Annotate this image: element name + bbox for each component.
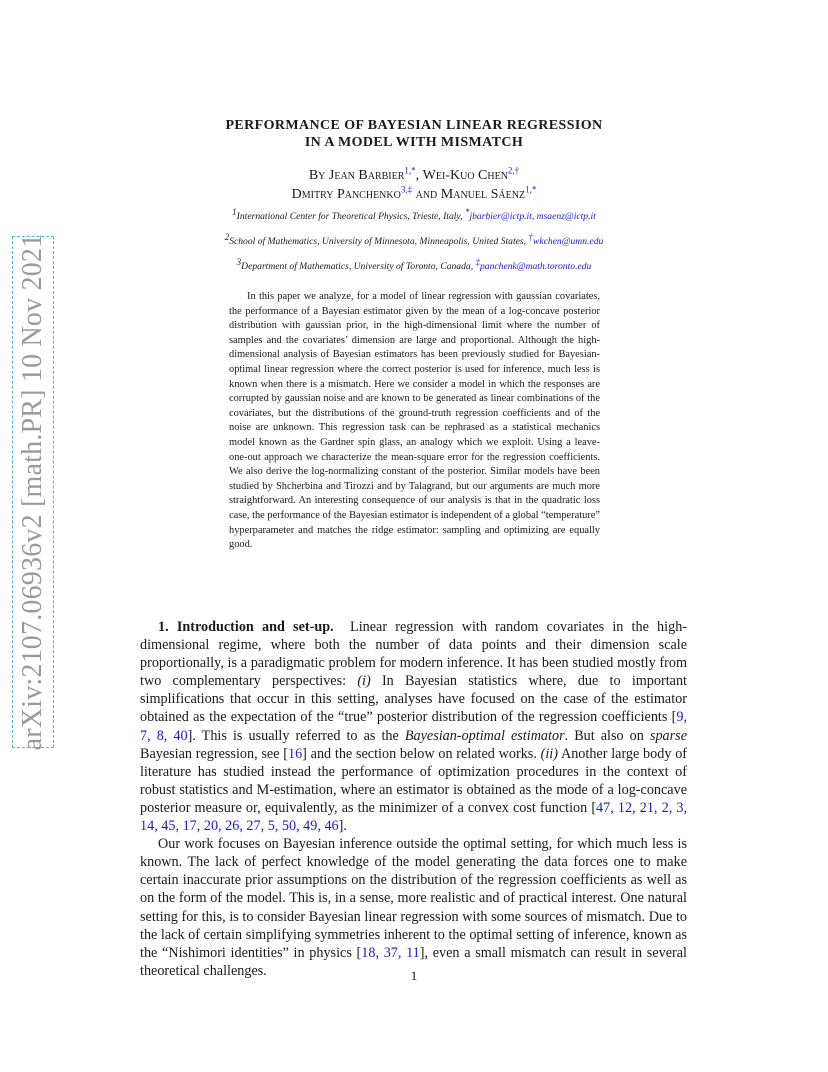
citation-link[interactable]: 9, 7, 8, 40 — [140, 709, 687, 744]
title-line-1: PERFORMANCE OF BAYESIAN LINEAR REGRESSION — [225, 118, 603, 133]
affiliation-2-text: School of Mathematics, University of Minnesota, Minneapolis, United States, — [229, 236, 529, 247]
author-line-1 — [0, 166, 828, 185]
author-panchenko: Dmitry Panchenko — [291, 187, 401, 202]
p1-marker-i: (i) — [357, 673, 371, 690]
p1-text-2: In Bayesian statistics where, due to important simplifications that occur in this setting, analyses have focused on the case of the estimator obtained as the expectation of the “true” posterior distribution of the regression coefficients [ — [140, 673, 687, 726]
affiliation-2-email[interactable]: wkchen@umn.edu — [532, 236, 604, 247]
p1-text-4: . But also on — [564, 727, 650, 744]
title-line-2: IN A MODEL WITH MISMATCH — [304, 135, 524, 150]
author-saenz: Manuel Sáenz — [440, 187, 526, 202]
arxiv-side-stamp — [12, 233, 54, 751]
p1-marker-ii: (ii) — [540, 745, 558, 762]
affiliation-1-text: International Center for Theoretical Physics, Trieste, Italy, — [236, 211, 465, 222]
p1-text-1: Linear regression with random covariates in the high-dimensional regime, where both the number of data points and their dimension scale proportionally, is a paradigmatic problem for modern inference. It has been studied mostly from two complementary perspectives: — [140, 619, 688, 690]
affiliation-2-number: 2 — [224, 231, 230, 242]
citation-link[interactable]: 18, 37, 11 — [361, 944, 420, 961]
section-heading: 1. Introduction and set-up. — [158, 619, 334, 635]
affiliation-1-email[interactable]: jbarbier@ictp.it, msaenz@ictp.it — [469, 211, 596, 222]
intro-paragraph-1 — [140, 618, 687, 835]
affiliation-3-mark: ‡ — [475, 256, 480, 267]
author-chen-sup[interactable]: 2,† — [507, 165, 520, 176]
arxiv-identifier: arXiv:2107.06936v2 [math.PR] 10 Nov 2021 — [17, 233, 48, 751]
p1-text-5: Bayesian regression, see [ — [140, 745, 288, 762]
paper-title — [0, 117, 828, 151]
author-chen: Wei-Kuo Chen — [422, 168, 508, 183]
author-line-2 — [0, 185, 828, 204]
affiliation-3-number: 3 — [236, 256, 242, 267]
affiliation-1-mark: * — [464, 206, 470, 217]
affiliation-1-number: 1 — [232, 206, 237, 217]
affiliation-2-mark: † — [528, 231, 533, 242]
p1-text-6: ] and the section below on related works. — [302, 745, 541, 762]
p1-text-8: ]. — [338, 818, 347, 835]
author-list — [0, 166, 828, 204]
author-barbier: Jean Barbier — [328, 168, 405, 183]
and-word: and — [412, 187, 441, 202]
author-saenz-sup[interactable]: 1,* — [525, 184, 537, 195]
affiliation-1 — [0, 206, 828, 222]
affiliation-3-email[interactable]: panchenk@math.toronto.edu — [480, 261, 592, 272]
p1-emphasis-1: Bayesian-optimal estimator — [404, 727, 565, 744]
affiliation-3 — [0, 256, 828, 272]
affiliation-3-text: Department of Mathematics, University of Toronto, Canada, — [241, 261, 476, 272]
introduction-section — [140, 618, 687, 980]
p2-text-2: ], even a small mismatch can result in several theoretical challenges. — [140, 944, 687, 979]
p2-text-1: Our work focuses on Bayesian inference outside the optimal setting, for which much less is known. The lack of perfect knowledge of the model generating the data forces one to make certain inaccurate prior assumptions on the distribution of the regression coefficients as well as on the form of the model. This is, in a sense, more realistic and of practical interest. One natural setting for this, is to consider Bayesian linear regression with some sources of mismatch. Due to the lack of certain simplifying symmetries inherent to the optimal setting of inference, known as the “Nishimori identities” in physics [ — [140, 836, 687, 961]
intro-paragraph-2 — [140, 835, 687, 980]
page-number: 1 — [410, 968, 418, 983]
p1-emphasis-2: sparse — [649, 727, 687, 744]
citation-link[interactable]: 16 — [287, 745, 303, 762]
author-barbier-sup[interactable]: 1,* — [404, 165, 416, 176]
affiliation-2 — [0, 231, 828, 247]
author-panchenko-sup[interactable]: 3,‡ — [400, 184, 413, 195]
abstract: In this paper we analyze, for a model of linear regression with gaussian covariates, the performance of a Bayesian estimator given by the mean of a log-concave posterior distribution with gaussian prior, in the high-dimensional limit where the number of samples and the covariates’ dimension are large and proportional. Although the high-dimensional analysis of Bayesian estimators has been previously studied for Bayesian-optimal linear regression where the correct posterior is used for inference, much less is known when there is a mismatch. Here we consider a model in which the responses are corrupted by gaussian noise and are known to be generated as linear combinations of the covariates, but the distributions of the ground-truth regression coefficients and of the noise are unknown. This regression task can be rephrased as a statistical mechanics model known as the Gardner spin glass, an analogy which we exploit. Using a leave-one-out approach we characterize the mean-square error for the regression coefficients. We also derive the log-normalizing constant of the posterior. Similar models have been studied by Shcherbina and Tirozzi and by Talagrand, but our arguments are much more straightforward. An interesting consequence of our analysis is that in the quadratic loss case, the performance of the Bayesian estimator is independent of a global “temperature” hyperparameter and matches the ridge estimator: sampling and optimizing are equally good. — [229, 291, 600, 551]
p1-text-3: ]. This is usually referred to as the — [187, 727, 405, 744]
p1-text-7: Another large body of literature has studied instead the performance of optimization procedures in the context of robust statistics and M-estimation, where an estimator is obtained as the mode of a log-concave posterior measure or, equivalently, as the minimizer of a convex cost function [ — [140, 745, 688, 816]
by-word: By — [308, 168, 326, 183]
author-separator: , — [415, 168, 423, 183]
citation-link[interactable]: 47, 12, 21, 2, 3, 14, 45, 17, 20, 26, 27, 5, 50, 49, 46 — [140, 799, 687, 835]
